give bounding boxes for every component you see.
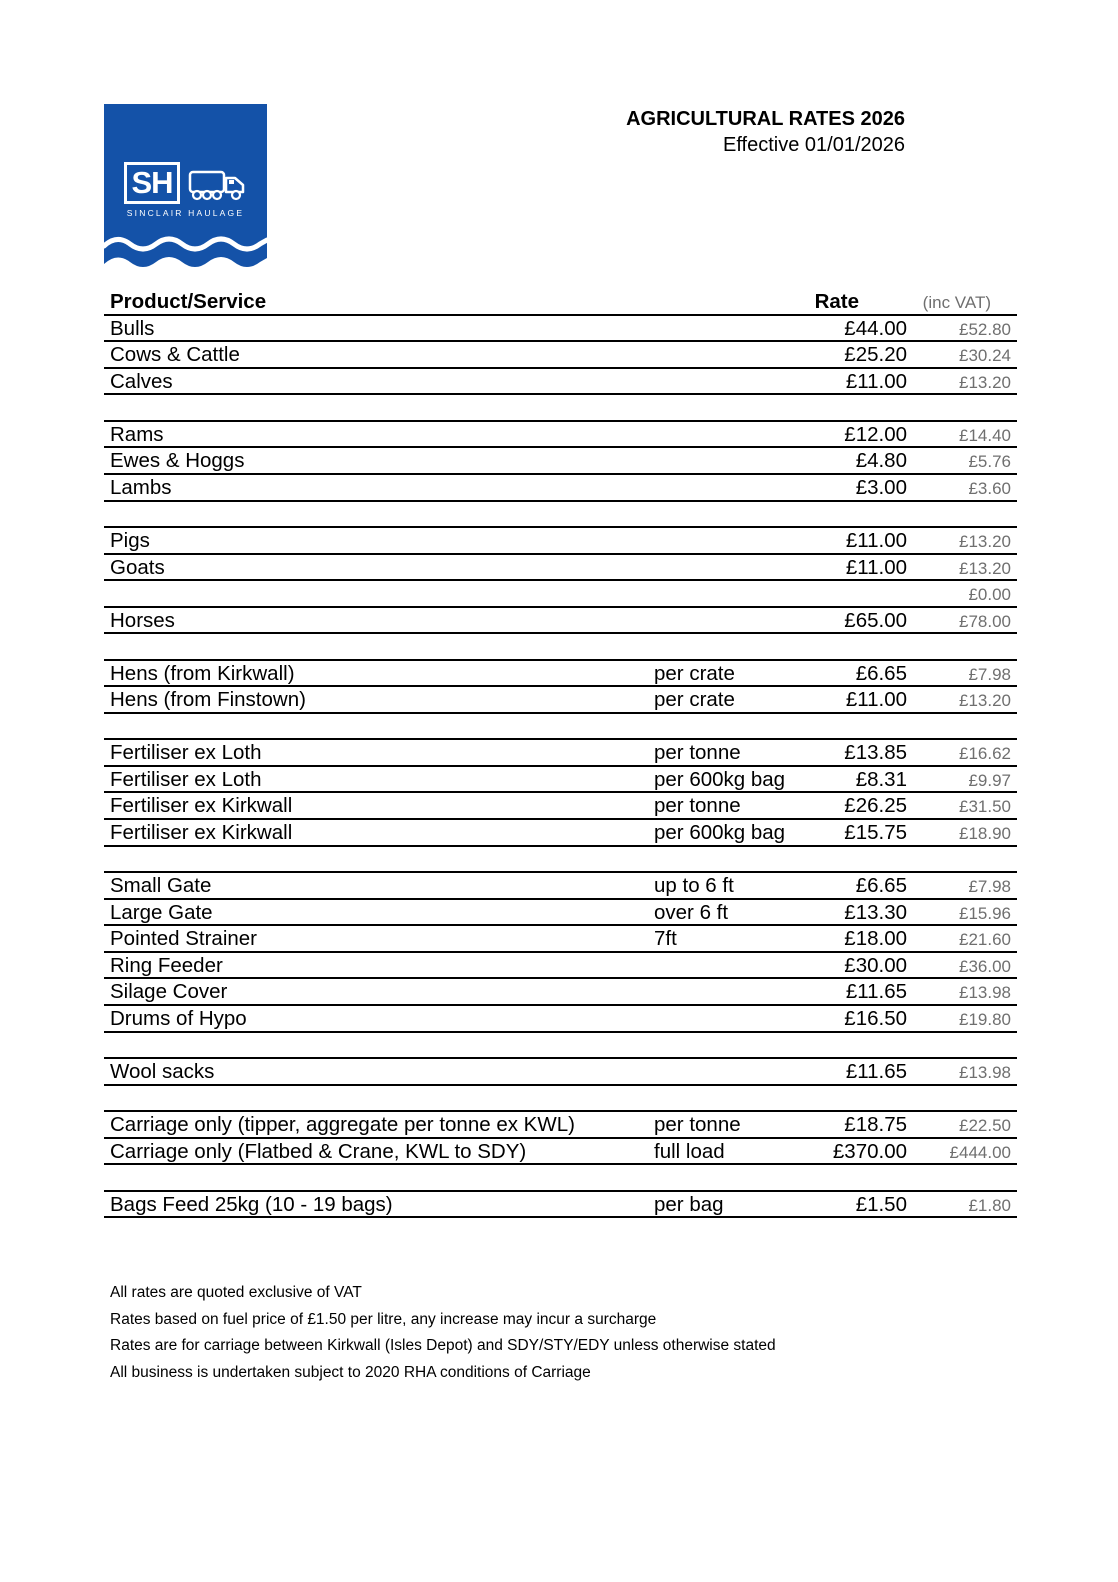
logo-initials: SH: [124, 162, 180, 204]
table-body: [104, 316, 1017, 1219]
table-row: [104, 422, 1017, 449]
group-separator: [104, 502, 1017, 528]
table-row: [104, 1192, 1017, 1219]
table-row: [104, 873, 1017, 900]
inc-vat-cell: £1.80: [968, 1195, 1011, 1215]
table-row: [104, 475, 1017, 502]
inc-vat-cell: £13.20: [959, 531, 1011, 551]
group-separator: [104, 1086, 1017, 1112]
document-header: [560, 106, 905, 158]
product-cell: Fertiliser ex Kirkwall: [110, 794, 293, 818]
rate-cell: £65.00: [844, 608, 907, 632]
inc-vat-cell: £18.90: [959, 824, 1011, 844]
rate-cell: £26.25: [844, 794, 907, 818]
footnote: Rates are for carriage between Kirkwall (Isles Depot) and SDY/STY/EDY unless otherwise stated: [110, 1337, 776, 1355]
table-header: [104, 289, 1017, 316]
table-row: [104, 342, 1017, 369]
footnote: All business is undertaken subject to 2020 RHA conditions of Carriage: [110, 1363, 591, 1381]
product-cell: Carriage only (tipper, aggregate per tonne ex KWL): [110, 1112, 575, 1136]
inc-vat-cell: £14.40: [959, 425, 1011, 445]
rate-cell: £6.65: [855, 874, 907, 898]
inc-vat-cell: £19.80: [959, 1010, 1011, 1030]
inc-vat-cell: £22.50: [959, 1115, 1011, 1135]
product-cell: Calves: [110, 369, 173, 393]
footnote: Rates based on fuel price of £1.50 per litre, any increase may incur a surcharge: [110, 1310, 657, 1328]
header-product: Product/Service: [110, 290, 267, 313]
rate-cell: £25.20: [844, 343, 907, 367]
table-row: [104, 528, 1017, 555]
rate-cell: £18.00: [844, 927, 907, 951]
rate-cell: £4.80: [855, 449, 907, 473]
rate-cell: £3.00: [855, 475, 907, 499]
rate-cell: £11.00: [845, 369, 907, 393]
rate-cell: £44.00: [844, 316, 907, 340]
table-row: [104, 953, 1017, 980]
product-cell: Small Gate: [110, 874, 212, 898]
inc-vat-cell: £7.98: [968, 877, 1011, 897]
rate-cell: £13.85: [844, 741, 907, 765]
inc-vat-cell: £15.96: [959, 903, 1011, 923]
unit-cell: per bag: [654, 1192, 724, 1216]
table-row: [104, 926, 1017, 953]
inc-vat-cell: £52.80: [959, 319, 1011, 339]
logo-company-name: SINCLAIR HAULAGE: [126, 208, 245, 218]
table-row: [104, 608, 1017, 635]
table-row: [104, 687, 1017, 714]
table-row: [104, 767, 1017, 794]
wave-graphic: [104, 230, 267, 274]
company-logo: [104, 104, 267, 274]
rate-cell: £30.00: [844, 953, 907, 977]
group-separator: [104, 395, 1017, 421]
product-cell: Pointed Strainer: [110, 927, 258, 951]
inc-vat-cell: £13.98: [959, 983, 1011, 1003]
rate-cell: £11.65: [845, 1060, 907, 1083]
table-row: [104, 661, 1017, 688]
header-rate: Rate: [814, 290, 859, 313]
inc-vat-cell: £36.00: [959, 956, 1011, 976]
table-row: [104, 1006, 1017, 1033]
table-row: [104, 1112, 1017, 1139]
product-cell: Fertiliser ex Loth: [110, 767, 262, 791]
unit-cell: per tonne: [654, 1112, 741, 1136]
inc-vat-cell: £5.76: [968, 452, 1011, 472]
rate-cell: £13.30: [844, 900, 907, 924]
product-cell: Bulls: [110, 316, 155, 340]
table-row: [104, 369, 1017, 396]
table-row: [104, 555, 1017, 582]
unit-cell: per 600kg bag: [654, 767, 786, 791]
unit-cell: full load: [654, 1139, 725, 1163]
inc-vat-cell: £13.20: [959, 691, 1011, 711]
product-cell: Goats: [110, 555, 165, 579]
rate-cell: £12.00: [844, 422, 907, 446]
unit-cell: up to 6 ft: [654, 874, 734, 898]
rate-cell: £11.65: [845, 980, 907, 1004]
unit-cell: per crate: [654, 688, 735, 712]
inc-vat-cell: £13.20: [959, 558, 1011, 578]
rate-cell: £1.50: [855, 1192, 907, 1216]
product-cell: Horses: [110, 608, 175, 632]
inc-vat-cell: £78.00: [959, 611, 1011, 631]
table-row: [104, 448, 1017, 475]
group-separator: [104, 714, 1017, 740]
product-cell: Fertiliser ex Loth: [110, 741, 262, 765]
product-cell: Drums of Hypo: [110, 1007, 247, 1031]
group-separator: [104, 1165, 1017, 1191]
product-cell: Large Gate: [110, 900, 213, 924]
inc-vat-cell: £13.20: [959, 372, 1011, 392]
inc-vat-cell: £444.00: [949, 1142, 1011, 1162]
rate-cell: £8.31: [855, 767, 907, 791]
table-row: [104, 581, 1017, 608]
product-cell: Fertiliser ex Kirkwall: [110, 821, 293, 845]
product-cell: Silage Cover: [110, 980, 228, 1004]
truck-icon: [188, 166, 248, 202]
table-row: [104, 740, 1017, 767]
group-separator: [104, 634, 1017, 660]
rate-cell: £11.00: [845, 555, 907, 579]
product-cell: Hens (from Finstown): [110, 688, 306, 712]
product-cell: Cows & Cattle: [110, 343, 240, 367]
group-separator: [104, 1033, 1017, 1059]
inc-vat-cell: £30.24: [959, 346, 1011, 366]
inc-vat-cell: £7.98: [968, 664, 1011, 684]
inc-vat-cell: £3.60: [968, 478, 1011, 498]
footnote: All rates are quoted exclusive of VAT: [110, 1284, 362, 1301]
unit-cell: per tonne: [654, 741, 741, 765]
product-cell: Ewes & Hoggs: [110, 449, 245, 473]
rate-cell: £370.00: [832, 1139, 907, 1163]
product-cell: Bags Feed 25kg (10 - 19 bags): [110, 1192, 393, 1216]
unit-cell: 7ft: [654, 927, 677, 951]
effective-date: Effective 01/01/2026: [723, 134, 905, 156]
product-cell: Rams: [110, 422, 164, 446]
footnotes: [110, 1280, 910, 1386]
rate-cell: £6.65: [855, 661, 907, 685]
inc-vat-cell: £21.60: [959, 930, 1011, 950]
rates-table: [104, 289, 1017, 1218]
rate-cell: £16.50: [844, 1007, 907, 1031]
product-cell: Ring Feeder: [110, 953, 223, 977]
table-row: [104, 1059, 1017, 1086]
rate-cell: £11.00: [845, 528, 907, 552]
header-inc-vat: (inc VAT): [922, 293, 991, 312]
rate-cell: £11.00: [845, 688, 907, 712]
table-row: [104, 900, 1017, 927]
inc-vat-cell: £0.00: [968, 585, 1011, 605]
table-row: [104, 793, 1017, 820]
product-cell: Hens (from Kirkwall): [110, 661, 295, 685]
inc-vat-cell: £9.97: [968, 770, 1011, 790]
page-title: AGRICULTURAL RATES 2026: [626, 108, 905, 130]
table-row: [104, 316, 1017, 343]
table-row: [104, 979, 1017, 1006]
product-cell: Pigs: [110, 528, 150, 552]
product-cell: Lambs: [110, 475, 172, 499]
unit-cell: per 600kg bag: [654, 821, 786, 845]
inc-vat-cell: £16.62: [959, 744, 1011, 764]
unit-cell: over 6 ft: [654, 900, 729, 924]
inc-vat-cell: £31.50: [959, 797, 1011, 817]
unit-cell: per crate: [654, 661, 735, 685]
table-row: [104, 1139, 1017, 1166]
table-row: [104, 820, 1017, 847]
product-cell: Carriage only (Flatbed & Crane, KWL to SDY): [110, 1139, 527, 1163]
rate-cell: £15.75: [844, 821, 907, 845]
inc-vat-cell: £13.98: [959, 1063, 1011, 1082]
unit-cell: per tonne: [654, 794, 741, 818]
product-cell: Wool sacks: [110, 1060, 215, 1083]
group-separator: [104, 847, 1017, 873]
rate-cell: £18.75: [844, 1112, 907, 1136]
